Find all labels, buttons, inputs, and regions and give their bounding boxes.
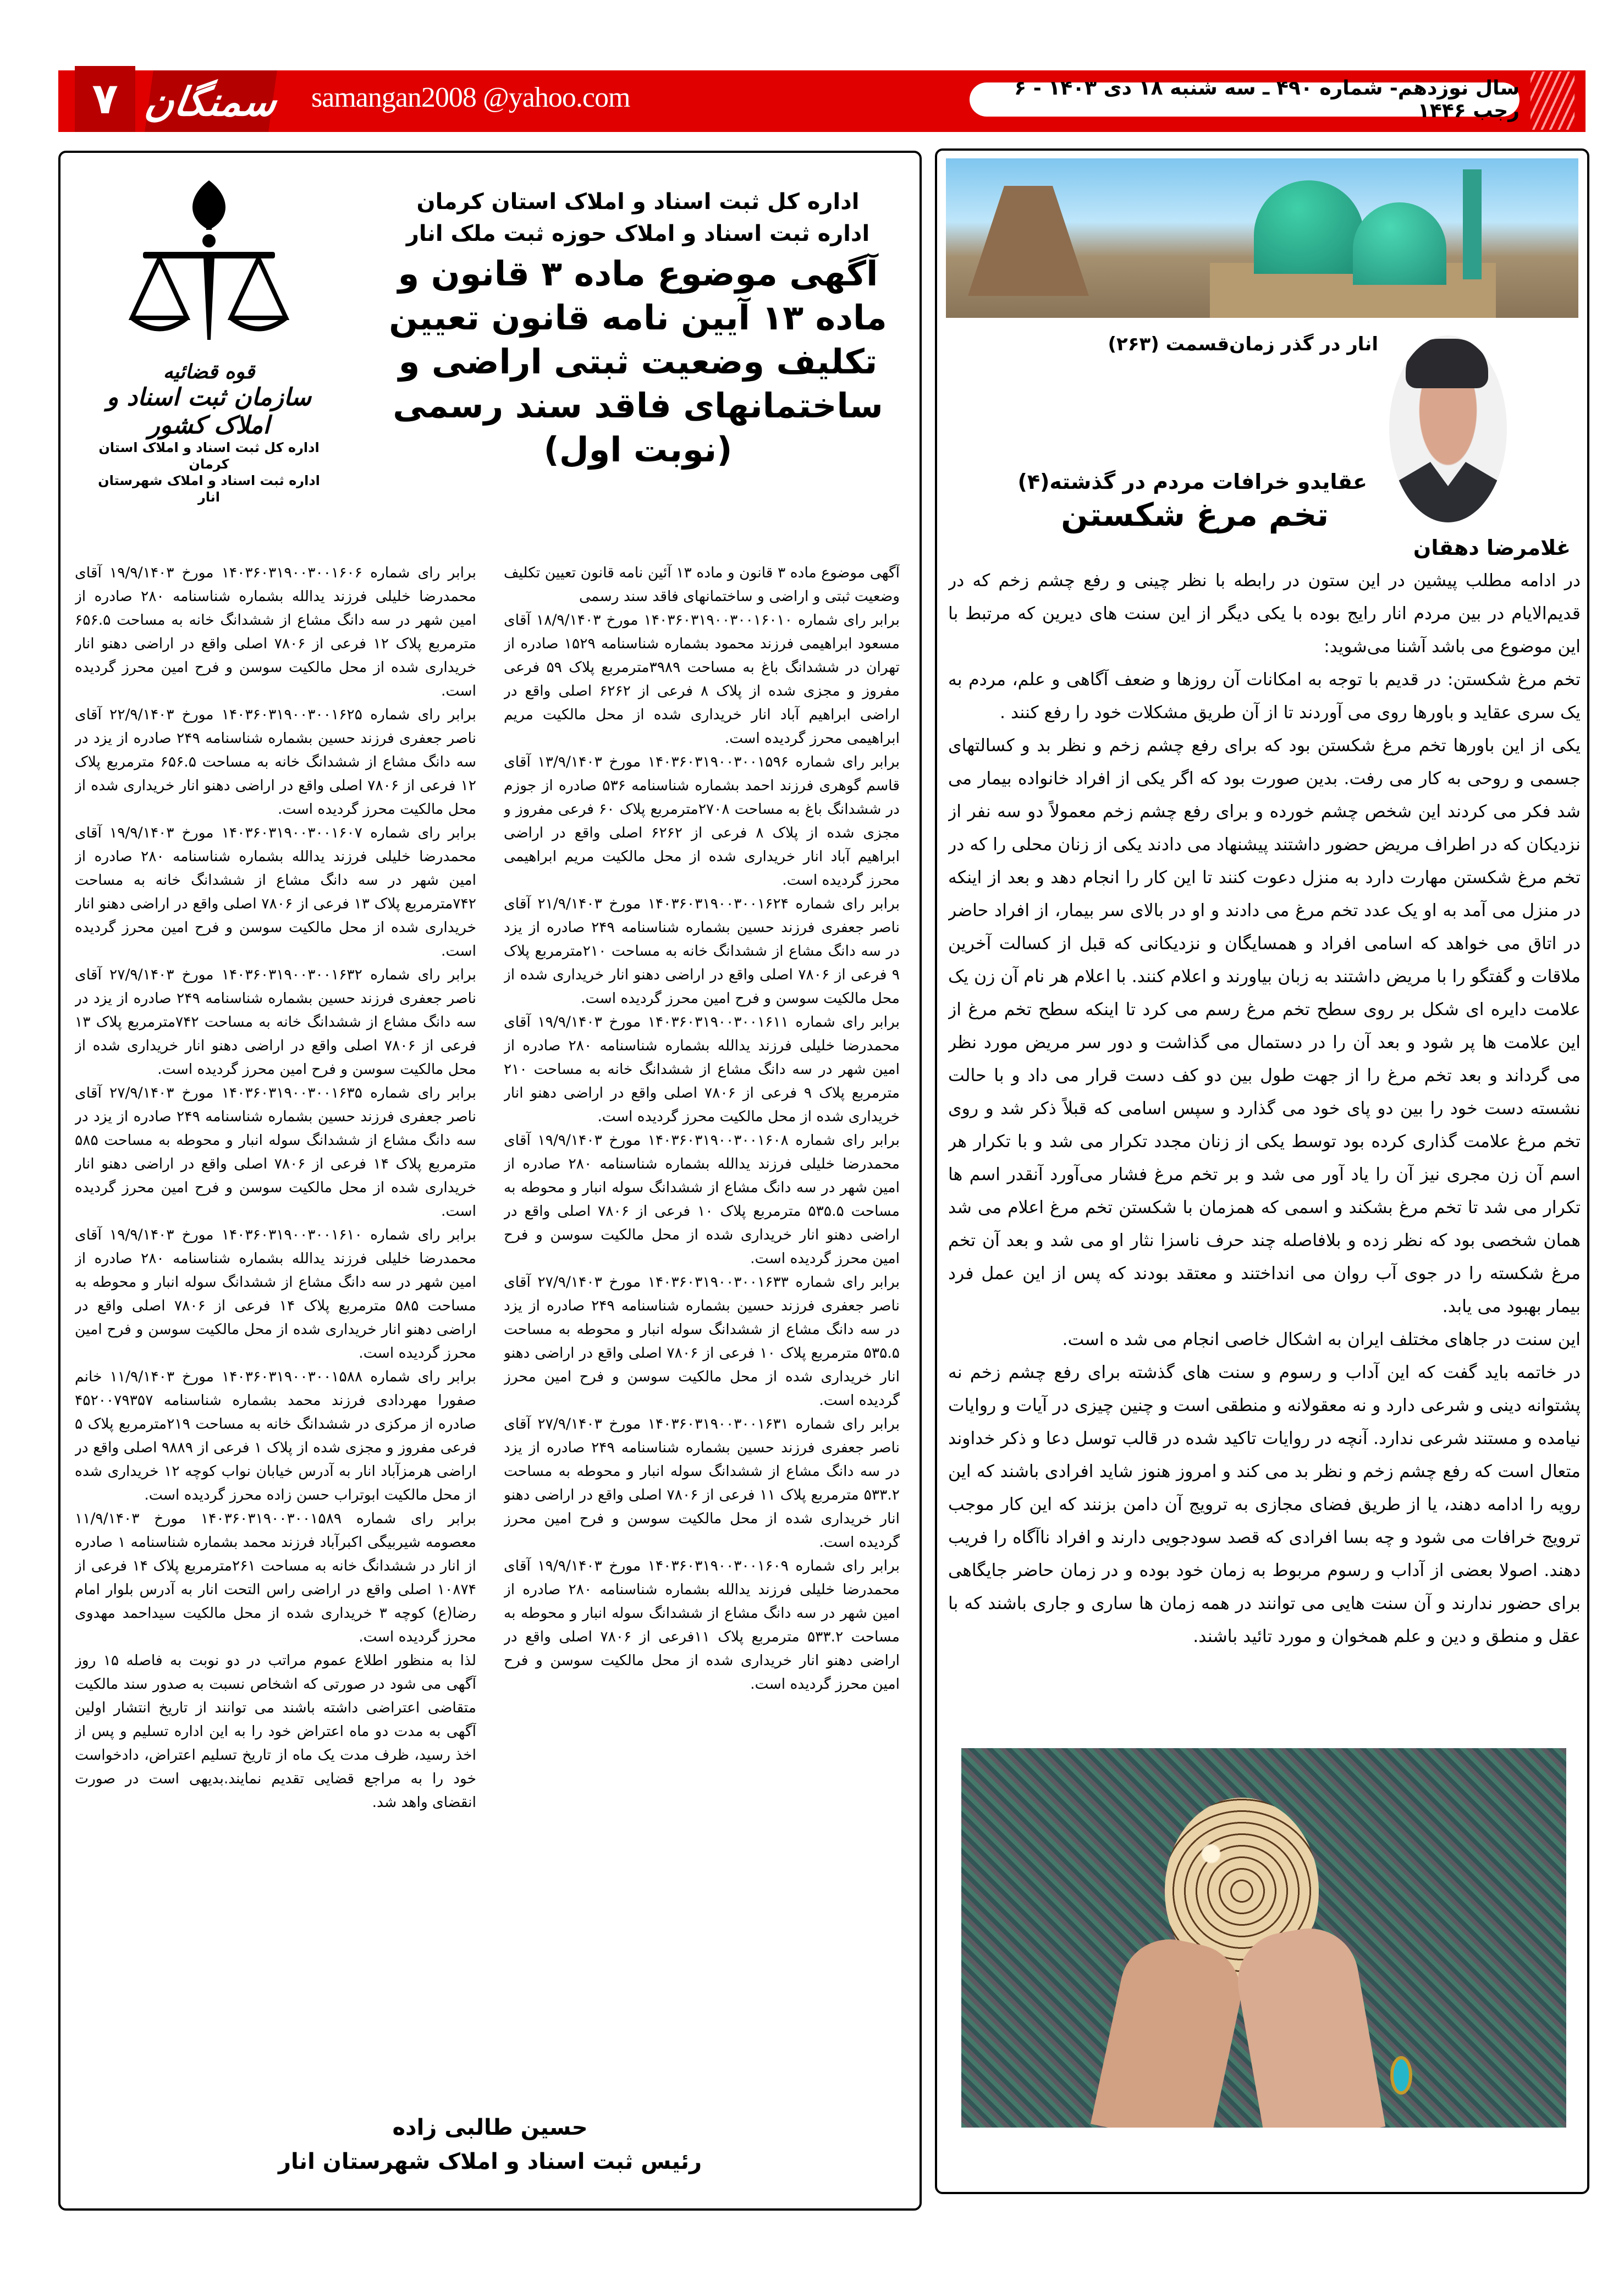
hand-shape xyxy=(1230,1921,1386,2128)
notice-entry: برابر رای شماره ۱۴۰۳۶۰۳۱۹۰۰۳۰۰۱۶۰۹ مورخ ۱۹/۹/۱۴۰۳ آقای محمدرضا خلیلی فرزند یدالله بشماره شناسنامه ۲۸۰ صادره از امین شهر در سه دانگ مشاع از ششدانگ سوله انبار و محوطه به مساحت ۵۳۳.۲ مترمربع پلاک ۱۱فرعی از ۷۸۰۶ اصلی واقع در اراضی دهنو انار خریداری شده از محل مالکیت سوسن و فرح امین محرز گردیده است. xyxy=(504,1557,900,1693)
mosque-dome-shape xyxy=(1254,180,1364,274)
mosque-dome-shape xyxy=(1353,202,1446,285)
decorative-stripes xyxy=(1531,71,1575,130)
emblem-province-text: اداره کل ثبت اسناد و املاک استان کرمان xyxy=(98,440,320,472)
banner-photo xyxy=(946,158,1578,318)
article-panel xyxy=(935,148,1589,2194)
emblem-county-text: اداره ثبت اسناد و املاک شهرستان انار xyxy=(98,473,320,505)
judiciary-emblem xyxy=(93,175,324,505)
notice-closing: لذا به منظور اطلاع عموم مراتب در دو نوبت به فاصله ۱۵ روز آگهی می شود در صورتی که اشخاص نسبت به صدور سند مالکیت متقاضی اعتراضی داشته باشند می توانند از تاریخ انتشار اولین آگهی به مدت دو ماه اعتراض خود را به این اداره تسلیم و پس از اخذ رسید، ظرف مدت یک ماه از تاریخ تسلیم اعتراض، دادخواست خود را به مراجع قضایی تقدیم نمایند.بدیهی است در صورت انقضای واهد شد. xyxy=(75,1652,476,1811)
notice-entry: برابر رای شماره ۱۴۰۳۶۰۳۱۹۰۰۳۰۰۱۶۳۳ مورخ ۲۷/۹/۱۴۰۳ آقای ناصر جعفری فرزند حسین بشماره شناسنامه ۲۴۹ صادره از یزد در سه دانگ مشاع از ششدانگ سوله انبار و محوطه به مساحت ۵۳۵.۵ مترمربع پلاک ۱۰ فرعی از ۷۸۰۶ اصلی واقع در اراضی دهنو انار خریداری شده از محل مالکیت سوسن و فرح امین محرز گردیده است. xyxy=(504,1274,900,1409)
portrait-suit-shape xyxy=(1389,462,1507,522)
notice-entry: برابر رای شماره ۱۴۰۳۶۰۳۱۹۰۰۳۰۰۱۶۲۵ مورخ ۲۲/۹/۱۴۰۳ آقای ناصر جعفری فرزند حسین بشماره شناسنامه ۲۴۹ صادره از یزد در سه دانگ مشاع از ششدانگ خانه به مساحت ۶۵۶.۵ مترمربع پلاک ۱۲ فرعی از ۷۸۰۶ اصلی واقع در اراضی دهنو انار خریداری شده از محل مالکیت محرز گردیده است. xyxy=(75,706,476,818)
notice-org-line1: اداره کل ثبت اسناد و املاک استان کرمان xyxy=(416,189,860,214)
notice-entry: برابر رای شماره ۱۴۰۳۶۰۳۱۹۰۰۳۰۰۱۶۲۴ مورخ ۲۱/۹/۱۴۰۳ آقای ناصر جعفری فرزند حسین بشماره شناسنامه ۲۴۹ صادره از یزد در سه دانگ مشاع از ششدانگ خانه به مساحت ۲۱۰مترمربع پلاک ۹ فرعی از ۷۸۰۶ اصلی واقع در اراضی دهنو انار خریداری شده از محل مالکیت سوسن و فرح امین محرز گردیده است. xyxy=(504,895,900,1007)
article-paragraph: در خاتمه باید گفت که این آداب و رسوم و سنت های گذشته برای رفع چشم زخم نه پشتوانه دینی و شرعی دارد و نه معقولانه و منطقی است و چنین چیزی در آیات و روایات نیامده و مستند شرعی ندارد. آنچه در روایات تاکید شده در قالب توسل دعا و ذکر خداوند متعال است که رفع چشم زخم و نظر بد می کند و امروز هنوز شاید افرادی باشند که این رویه را ادامه دهند، یا از طریق فضای مجازی به ترویج آن دامن بزنند که این کار موجب ترویج خرافات می شود و چه بسا افرادی که قصد سودجویی دارند و افراد ناآگاه را فریب دهند. اصولا بعضی از آداب و رسوم مربوط به زمان خود بوده و در زمان حاضر جایگاهی برای حضور ندارند و آن سنت هایی می توانند در همه زمان ها ساری و جاری باشند که با عقل و منطق و دین و علم همخوان و مورد تائید باشند. xyxy=(948,1363,1581,1646)
contact-email[interactable]: samangan2008 @yahoo.com xyxy=(311,82,630,113)
notice-intro: آگهی موضوع ماده ۳ قانون و ماده ۱۳ آئین نامه قانون تعیین تکلیف وضعیت ثبتی و اراضی و ساختمانهای فاقد سند رسمی xyxy=(504,564,900,605)
page-number: ۷ xyxy=(75,66,135,132)
article-paragraph: یکی از این باورها تخم مرغ شکستن بود که برای رفع چشم زخم و نظر بد و کسالتهای جسمی و روحی به کار می رفت. بدین صورت بود که اگر یکی از افراد خانواده بیمار می شد فکر می کردند این شخص چشم خورده و برای رفع چشم زخم معمولاً دو سه نفر از نزدیکان که در اطراف مریض حضور داشتند پیشنهاد می دادند یکی از زنان محلی را که در تخم مرغ شکستن مهارت دارد به منزل دعوت کنند تا این کار را انجام دهد و بعد از اینکه در منزل می آمد به او یک عدد تخم مرغ می دادند و او در بالای سر بیمار، از افراد حاضر در اتاق می خواهد که اسامی افراد و همسایگان و نزدیکانی که قبل از کسالت آخرین ملاقات و گفتگو را با مریض داشتند به زبان بیاورند و اعلام کنند. با اعلام هر نام آن زن یک علامت دایره ای شکل بر روی سطح تخم مرغ رسم می کرد تا اینکه سطح تخم مرغ از این علامت ها پر شود و بعد آن را در دستمال می گذاشت و دور سر مریض مورد نظر می گرداند و بعد تخم مرغ را از جهت طول بین دو کف دست قرار می داد و با حالت نشسته دست خود را بین دو پای خود می گذارد و سپس اسامی که قبلاً ذکر شد و روی تخم مرغ علامت گذاری کرده بود توسط یکی از زنان مجدد تکرار می شد و با تکرار هر اسم آن زن مجری نیز آن را یاد آور می شد و بر تخم مرغ فشار می‌آورد آنقدر اسم ها تکرار می شد تا تخم مرغ بشکند و اسمی که همزمان با شکستن تخم مرغ اعلام می شد همان شخصی بود که نظر زده و بلافاصله چند حرف ناسزا نثار او می شد و بعد آن تخم مرغ شکسته را در جوی آب روان می انداختند و معتقد بودند که پس از این عمل فرد بیمار بهبود می یابد. xyxy=(948,736,1581,1316)
notice-org-line2: اداره ثبت اسناد و املاک حوزه ثبت ملک انار xyxy=(406,221,870,246)
notice-entry: برابر رای شماره ۱۴۰۳۶۰۳۱۹۰۰۳۰۰۱۵۸۹ مورخ ۱۱/۹/۱۴۰۳ معصومه شیربیگی اکبرآباد فرزند محمد بشماره شناسنامه ۱ صادره از انار در ششدانگ خانه به مساحت ۲۶۱مترمربع پلاک ۱۴ فرعی از ۱۰۸۷۴ اصلی واقع در اراضی راس التحت انار به آدرس بلوار امام رضا(ع) کوچه ۳ خریداری شده از محل مالکیت سیداحمد مهدوی محرز گردیده است. xyxy=(75,1510,476,1645)
article-paragraph: در ادامه مطلب پیشین در این ستون در رابطه با نظر چینی و رفع چشم زخم که در قدیم‌الایام در بین مردم انار رایج بوده با یکی دیگر از این سنت های دیرین که مرتبط با این موضوع می باشد آشنا می‌شوید: xyxy=(948,571,1581,657)
article-title: تخم مرغ شکستن xyxy=(1061,496,1329,533)
legal-notice-panel xyxy=(58,151,922,2211)
notice-signature xyxy=(60,2111,920,2179)
article-paragraph: تخم مرغ شکستن: در قدیم با توجه به امکانات آن روزها و ضعف آگاهی و علم، مردم به یک سری عقاید و باورها روی می آوردند تا از آن طریق مشکلات خود را رفع کنند . xyxy=(948,670,1581,723)
notice-entry: برابر رای شماره ۱۴۰۳۶۰۳۱۹۰۰۳۰۰۱۶۳۵ مورخ ۲۷/۹/۱۴۰۳ آقای ناصر جعفری فرزند حسین بشماره شناسنامه ۲۴۹ صادره از یزد در سه دانگ مشاع از ششدانگ سوله انبار و محوطه به مساحت ۵۸۵ مترمربع پلاک ۱۴ فرعی از ۷۸۰۶ اصلی واقع در اراضی دهنو انار خریداری شده از محل مالکیت سوسن و فرح امین محرز گردیده است. xyxy=(75,1084,476,1220)
notice-entry: برابر رای شماره ۱۴۰۳۶۰۳۱۹۰۰۳۰۰۱۶۰۶ مورخ ۱۹/۹/۱۴۰۳ آقای محمدرضا خلیلی فرزند یدالله بشماره شناسنامه ۲۸۰ صادره از امین شهر در سه دانگ مشاع از ششدانگ خانه به مساحت ۶۵۶.۵ مترمربع پلاک ۱۲ فرعی از ۷۸۰۶ اصلی واقع در اراضی دهنو انار خریداری شده از محل مالکیت سوسن و فرح امین محرز گردیده است. xyxy=(75,564,476,699)
notice-entry: برابر رای شماره ۱۴۰۳۶۰۳۱۹۰۰۳۰۰۱۶۰۷ مورخ ۱۹/۹/۱۴۰۳ آقای محمدرضا خلیلی فرزند یدالله بشماره شناسنامه ۲۸۰ صادره از امین شهر در سه دانگ مشاع از ششدانگ خانه به مساحت ۷۴۲مترمربع پلاک ۱۳ فرعی از ۷۸۰۶ اصلی واقع در اراضی دهنو انار خریداری شده از محل مالکیت سوسن و فرح امین محرز گردیده است. xyxy=(75,824,476,960)
article-body xyxy=(948,564,1581,1719)
emblem-judiciary-text: قوه قضائیه xyxy=(163,361,255,383)
masthead-band xyxy=(58,70,1586,132)
article-kicker: عقایدو خرافات مردم در گذشته(۴) xyxy=(1017,470,1367,494)
notice-entry: برابر رای شماره ۱۴۰۳۶۰۳۱۹۰۰۳۰۰۱۵۹۶ مورخ ۱۳/۹/۱۴۰۳ آقای قاسم گوهری فرزند احمد بشماره شناسنامه ۵۳۶ صادره از جوزم در ششدانگ باغ به مساحت ۲۷۰۸مترمربع پلاک ۶۰ فرعی مفروز و مجزی شده از پلاک ۸ فرعی از ۶۲۶۲ اصلی واقع در اراضی ابراهیم آباد انار خریداری شده از محل مالکیت مریم ابراهیمی محرز گردیده است. xyxy=(504,753,900,889)
notice-entry: برابر رای شماره ۱۴۰۳۶۰۳۱۹۰۰۳۰۰۱۶۳۲ مورخ ۲۷/۹/۱۴۰۳ آقای ناصر جعفری فرزند حسین بشماره شناسنامه ۲۴۹ صادره از یزد در سه دانگ مشاع از ششدانگ خانه به مساحت ۷۴۲مترمربع پلاک ۱۳ فرعی از ۷۸۰۶ اصلی واقع در اراضی دهنو انار خریداری شده از محل مالکیت سوسن و فرح امین محرز گردیده است. xyxy=(75,966,476,1078)
minaret-shape xyxy=(1463,169,1482,279)
article-paragraph: این سنت در جاهای مختلف ایران به اشکال خاصی انجام می شد ه است. xyxy=(1062,1330,1581,1349)
adobe-tower-shape xyxy=(968,186,1089,296)
notice-heading xyxy=(368,186,907,472)
issue-dateline: سال نوزدهم- شماره ۴۹۰ ـ سه شنبه ۱۸ دی ۱۴۰۳ - ۶ رجب ۱۴۴۶ xyxy=(970,82,1520,117)
emblem-org-text: سازمان ثبت اسناد و املاک کشور xyxy=(106,383,312,439)
notice-entry: برابر رای شماره ۱۴۰۳۶۰۳۱۹۰۰۳۰۰۱۶۳۱ مورخ ۲۷/۹/۱۴۰۳ آقای ناصر جعفری فرزند حسین بشماره شناسنامه ۲۴۹ صادره از یزد در سه دانگ مشاع از ششدانگ سوله انبار و محوطه به مساحت ۵۳۳.۲ مترمربع پلاک ۱۱ فرعی از ۷۸۰۶ اصلی واقع در اراضی دهنو انار خریداری شده از محل مالکیت سوسن و فرح امین محرز گردیده است. xyxy=(504,1415,900,1551)
scales-of-justice-icon xyxy=(121,175,297,356)
notice-column-right xyxy=(504,561,900,2079)
notice-column-left xyxy=(75,561,476,2079)
author-portrait xyxy=(1389,335,1507,522)
notice-entry: برابر رای شماره ۱۴۰۳۶۰۳۱۹۰۰۳۰۰۱۶۰۱۰ مورخ ۱۸/۹/۱۴۰۳ آقای مسعود ابراهیمی فرزند محمود بشماره شناسنامه ۱۵۲۹ صادره از تهران در ششدانگ باغ به مساحت ۳۹۸۹مترمربع پلاک ۵۹ فرعی مفروز و مجزی شده از پلاک ۸ فرعی از ۶۲۶۲ اصلی واقع در اراضی ابراهیم آباد انار خریداری شده از محل مالکیت مریم ابراهیمی محرز گردیده است. xyxy=(504,611,900,747)
portrait-hair-shape xyxy=(1406,339,1488,388)
signatory-title: رئیس ثبت اسناد و املاک شهرستان انار xyxy=(278,2149,702,2174)
notice-entry: برابر رای شماره ۱۴۰۳۶۰۳۱۹۰۰۳۰۰۱۶۱۰ مورخ ۱۹/۹/۱۴۰۳ آقای محمدرضا خلیلی فرزند یدالله بشماره شناسنامه ۲۸۰ صادره از امین شهر در سه دانگ مشاع از ششدانگ سوله انبار و محوطه به مساحت ۵۸۵ مترمربع پلاک ۱۴ فرعی از ۷۸۰۶ اصلی واقع در اراضی دهنو انار خریداری شده از محل مالکیت سوسن و فرح امین محرز گردیده است. xyxy=(75,1226,476,1362)
egg-breaking-photo xyxy=(961,1748,1566,2128)
author-byline: غلامرضا دهقان xyxy=(1413,536,1571,560)
notice-entry: برابر رای شماره ۱۴۰۳۶۰۳۱۹۰۰۳۰۰۱۶۰۸ مورخ ۱۹/۹/۱۴۰۳ آقای محمدرضا خلیلی فرزند یدالله بشماره شناسنامه ۲۸۰ صادره از امین شهر در سه دانگ مشاع از ششدانگ سوله انبار و محوطه به مساحت ۵۳۵.۵ مترمربع پلاک ۱۰ فرعی از ۷۸۰۶ اصلی واقع در اراضی دهنو انار خریداری شده از محل مالکیت سوسن و فرح امین محرز گردیده است. xyxy=(504,1132,900,1267)
signatory-name: حسین طالبی زاده xyxy=(392,2115,588,2140)
notice-entry: برابر رای شماره ۱۴۰۳۶۰۳۱۹۰۰۳۰۰۱۶۱۱ مورخ ۱۹/۹/۱۴۰۳ آقای محمدرضا خلیلی فرزند یدالله بشماره شناسنامه ۲۸۰ صادره از امین شهر در سه دانگ مشاع از ششدانگ خانه به مساحت ۲۱۰ مترمربع پلاک ۹ فرعی از ۷۸۰۶ اصلی واقع در اراضی دهنو انار خریداری شده از محل مالکیت محرز گردیده است. xyxy=(504,1013,900,1125)
notice-entry: برابر رای شماره ۱۴۰۳۶۰۳۱۹۰۰۳۰۰۱۵۸۸ مورخ ۱۱/۹/۱۴۰۳ خانم صفورا مهردادی فرزند محمد بشماره شناسنامه ۴۵۲۰۰۷۹۳۵۷ صادره از مرکزی در ششدانگ خانه به مساحت ۲۱۹مترمربع پلاک ۵ فرعی مفروز و مجزی شده از پلاک ۱ فرعی از ۹۸۸۹ اصلی واقع در اراضی هرمزآباد انار به آدرس خیابان نواب کوچه ۱۲ خریداری شده از محل مالکیت ابوتراب حسن زاده محرز گردیده است. xyxy=(75,1368,476,1503)
turquoise-ring-shape xyxy=(1390,2056,1412,2095)
newspaper-logo: سمنگان xyxy=(145,70,277,132)
notice-title: آگهی موضوع ماده ۳ قانون و ماده ۱۳ آیین نامه قانون تعیین تکلیف وضعیت ثبتی اراضی و ساختمانهای فاقد سند رسمی (نوبت اول) xyxy=(389,254,887,470)
series-title: انار در گذر زمان‌قسمت (۲۶۳) xyxy=(1108,333,1378,355)
hand-shape xyxy=(1091,1930,1250,2128)
